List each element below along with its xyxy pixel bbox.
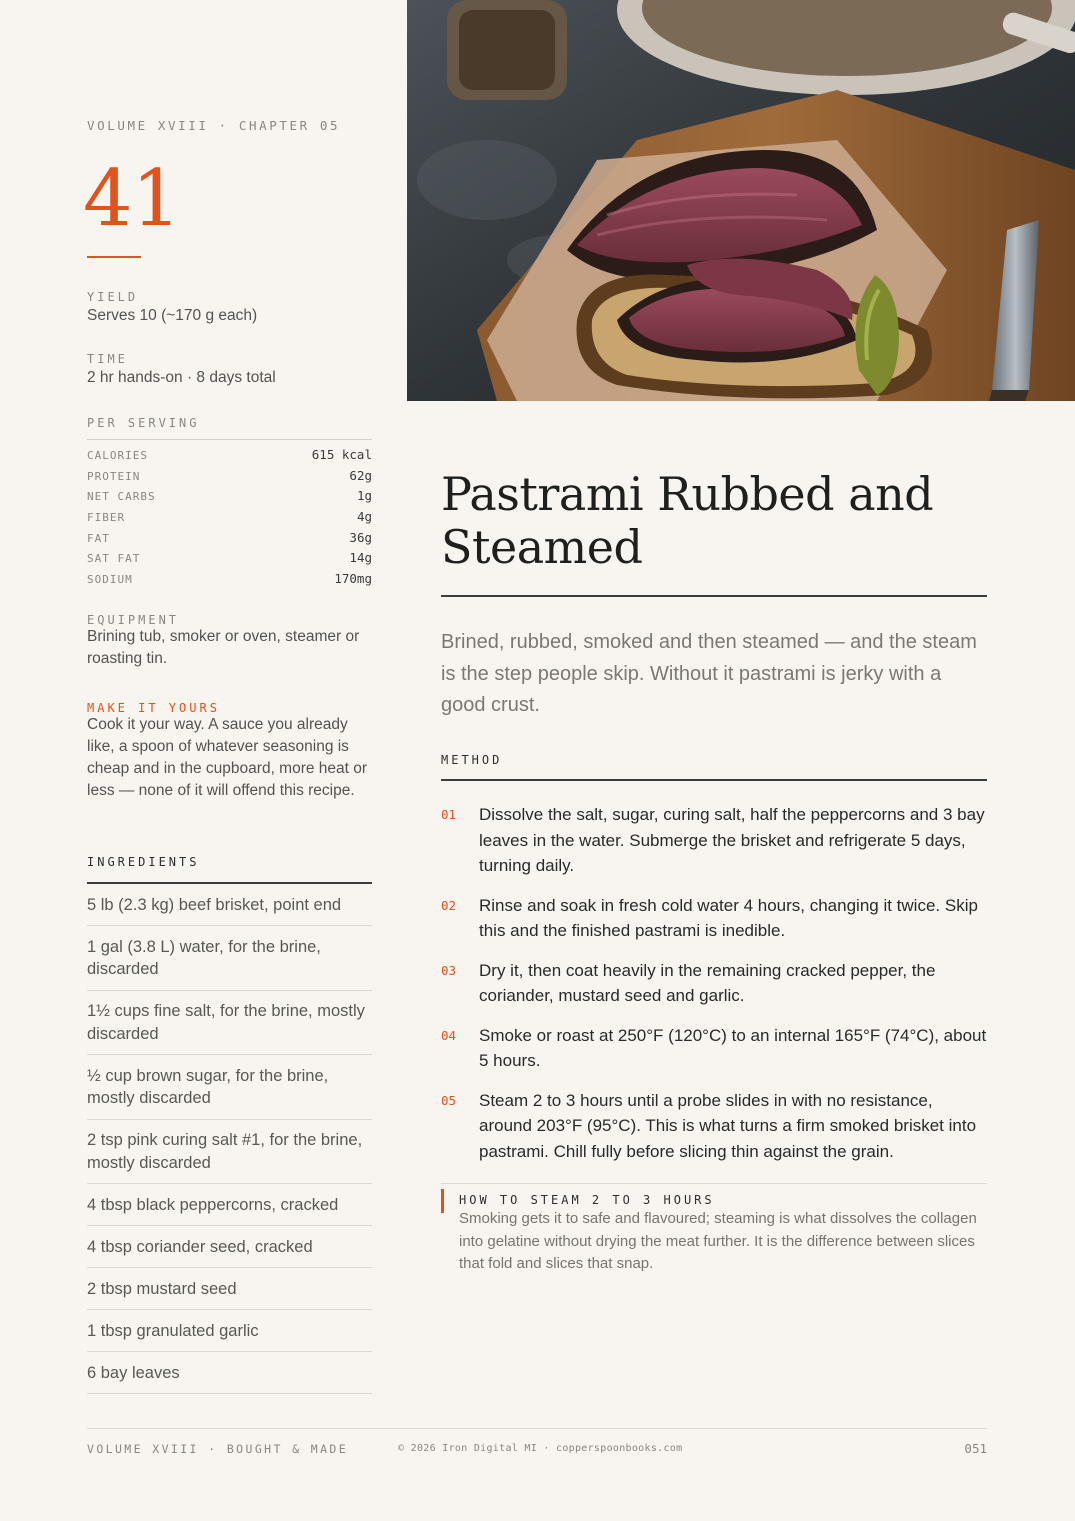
nutrition-name: SODIUM bbox=[87, 573, 133, 587]
nutrition-row bbox=[87, 468, 372, 489]
ingredients-heading: INGREDIENTS bbox=[87, 854, 372, 884]
footer-volume: VOLUME XVIII · BOUGHT & MADE bbox=[87, 1442, 349, 1456]
step-number: 03 bbox=[441, 962, 457, 978]
method-step bbox=[441, 1023, 987, 1074]
step-number: 01 bbox=[441, 807, 457, 822]
ingredient-item: 1 gal (3.8 L) water, for the brine, discarded bbox=[87, 926, 372, 991]
tip-title: HOW TO STEAM 2 TO 3 HOURS bbox=[459, 1193, 715, 1207]
nutrition-row bbox=[87, 509, 372, 530]
nutrition-name: SAT FAT bbox=[87, 552, 141, 566]
pastrami-photo-illustration bbox=[407, 0, 1075, 401]
step-text: Dissolve the salt, sugar, curing salt, half the peppercorns and 3 bay leaves in the water. Submerge the brisket and refrigerate 5 days, turning daily. bbox=[479, 805, 985, 875]
yield-block bbox=[87, 290, 372, 327]
ingredient-item: 6 bay leaves bbox=[87, 1352, 372, 1394]
tip-accent-bar bbox=[441, 1189, 444, 1213]
step-number: 05 bbox=[441, 1092, 457, 1108]
nutrition-name: NET CARBS bbox=[87, 490, 156, 504]
page-footer bbox=[87, 1428, 987, 1456]
step-number: 04 bbox=[441, 1027, 457, 1043]
nutrition-row bbox=[87, 488, 372, 509]
footer-copyright: © 2026 Iron Digital MI · copperspoonbooks.com bbox=[398, 1443, 683, 1454]
method-step bbox=[441, 958, 987, 1009]
nutrition-row bbox=[87, 550, 372, 571]
recipe-title: Pastrami Rubbed and Steamed bbox=[441, 467, 934, 574]
tip-text: Smoking gets it to safe and flavoured; steaming is what dissolves the collagen into gelatine without drying the meat further. It is the difference between slices that fold and slices that snap. bbox=[459, 1210, 977, 1272]
page-number: 051 bbox=[964, 1441, 987, 1456]
time-value: 2 hr hands-on · 8 days total bbox=[87, 369, 276, 386]
make-it-yours-block bbox=[87, 700, 372, 802]
recipe-number-underline bbox=[87, 256, 141, 258]
time-block bbox=[87, 352, 372, 389]
step-text: Smoke or roast at 250°F (120°C) to an internal 165°F (74°C), about 5 hours. bbox=[479, 1025, 987, 1070]
tip-callout bbox=[441, 1183, 987, 1276]
equipment-value: Brining tub, smoker or oven, steamer or roasting tin. bbox=[87, 628, 360, 667]
nutrition-name: FIBER bbox=[87, 511, 126, 525]
hero-photo bbox=[407, 0, 1075, 401]
nutrition-name: CALORIES bbox=[87, 449, 148, 462]
ingredients-block bbox=[87, 854, 372, 1394]
recipe-number: 41 bbox=[83, 154, 181, 244]
nutrition-value: 1g bbox=[356, 488, 372, 504]
make-it-yours-label: MAKE IT YOURS bbox=[87, 701, 220, 715]
method-steps bbox=[441, 802, 987, 1178]
nutrition-value: 62g bbox=[349, 467, 372, 483]
per-serving-block bbox=[87, 415, 372, 592]
step-text: Steam 2 to 3 hours until a probe slides in with no resistance, around 203°F (95°C). This is what turns a firm smoked brisket into pastrami. Chill fully before slicing thin against the grain. bbox=[479, 1090, 977, 1161]
nutrition-value: 36g bbox=[349, 529, 372, 545]
nutrition-row bbox=[87, 571, 372, 592]
method-step bbox=[441, 893, 987, 944]
ingredient-item: ½ cup brown sugar, for the brine, mostly discarded bbox=[87, 1055, 372, 1120]
recipe-intro: Brined, rubbed, smoked and then steamed — and the steam is the step people skip. Without it pastrami is jerky with a good crust. bbox=[441, 631, 977, 716]
equipment-label: EQUIPMENT bbox=[87, 613, 180, 627]
time-label: TIME bbox=[87, 352, 128, 366]
nutrition-value: 615 kcal bbox=[311, 447, 372, 462]
nutrition-value: 14g bbox=[349, 550, 372, 566]
ingredient-item: 5 lb (2.3 kg) beef brisket, point end bbox=[87, 884, 372, 926]
ingredient-item: 1 tbsp granulated garlic bbox=[87, 1310, 372, 1352]
ingredient-item: 2 tbsp mustard seed bbox=[87, 1268, 372, 1310]
nutrition-value: 170mg bbox=[334, 571, 372, 587]
nutrition-table bbox=[87, 447, 372, 592]
nutrition-name: FAT bbox=[87, 531, 110, 545]
ingredient-item: 4 tbsp coriander seed, cracked bbox=[87, 1226, 372, 1268]
make-it-yours-value: Cook it your way. A sauce you already like, a spoon of whatever seasoning is cheap and in the cupboard, more heat or less — none of it will offend this recipe. bbox=[87, 716, 368, 799]
step-text: Dry it, then coat heavily in the remaining cracked pepper, the coriander, mustard seed and garlic. bbox=[479, 960, 936, 1005]
per-serving-label: PER SERVING bbox=[87, 415, 372, 440]
step-number: 02 bbox=[441, 897, 457, 913]
ingredient-item: 1½ cups fine salt, for the brine, mostly discarded bbox=[87, 991, 372, 1056]
step-text: Rinse and soak in fresh cold water 4 hours, changing it twice. Skip this and the finished pastrami is inedible. bbox=[479, 895, 978, 940]
yield-label: YIELD bbox=[87, 290, 139, 304]
nutrition-row bbox=[87, 530, 372, 551]
nutrition-row bbox=[87, 447, 372, 468]
method-step bbox=[441, 802, 987, 879]
method-step bbox=[441, 1088, 987, 1165]
ingredients-list bbox=[87, 884, 372, 1394]
volume-chapter-line: VOLUME XVIII · CHAPTER 05 bbox=[87, 118, 341, 133]
yield-value: Serves 10 (~170 g each) bbox=[87, 307, 258, 324]
nutrition-value: 4g bbox=[356, 509, 372, 525]
method-heading: METHOD bbox=[441, 752, 987, 781]
ingredient-item: 4 tbsp black peppercorns, cracked bbox=[87, 1184, 372, 1226]
nutrition-name: PROTEIN bbox=[87, 469, 141, 483]
title-divider bbox=[441, 595, 987, 597]
ingredient-item: 2 tsp pink curing salt #1, for the brine, mostly discarded bbox=[87, 1120, 372, 1185]
equipment-block bbox=[87, 612, 372, 670]
